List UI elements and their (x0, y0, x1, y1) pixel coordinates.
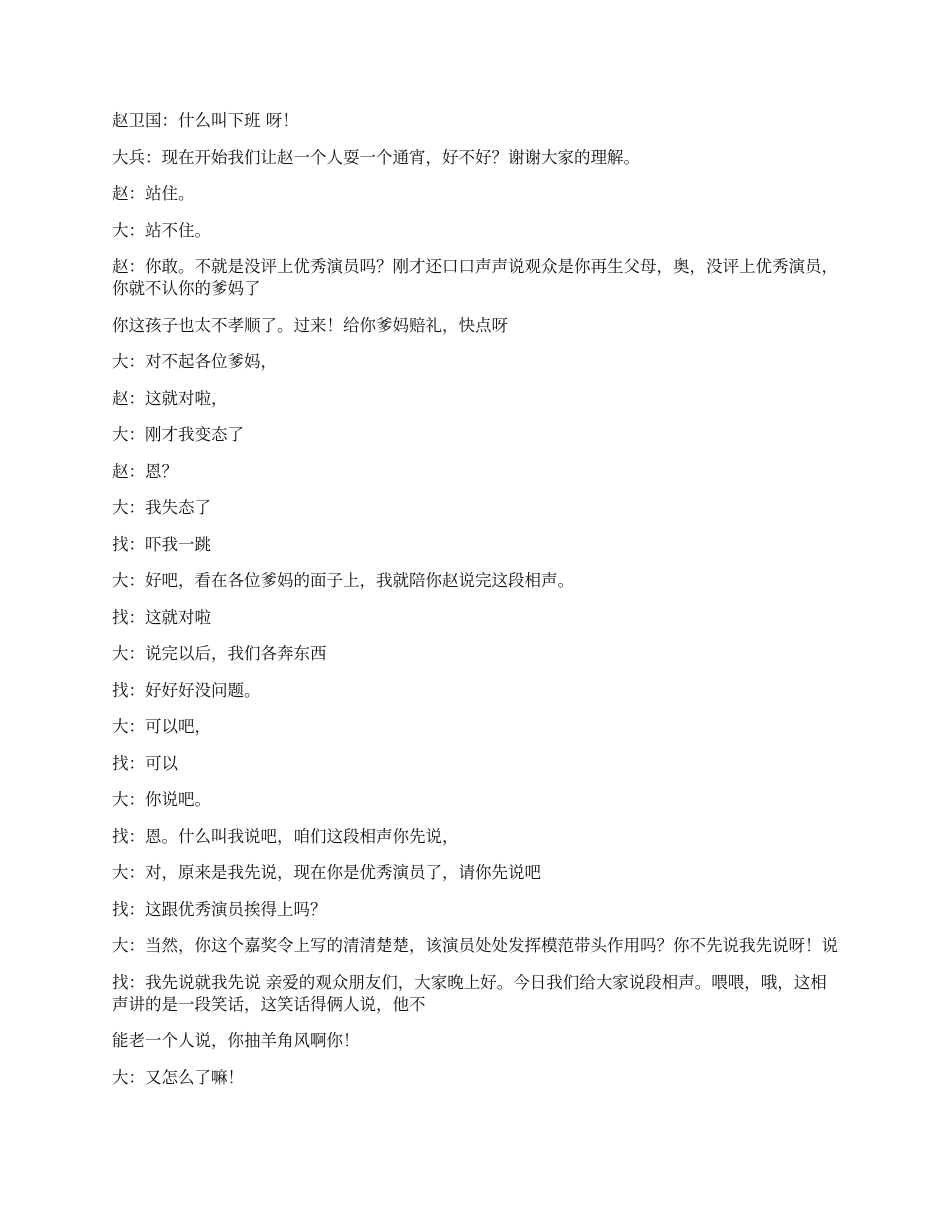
dialogue-line: 大兵：现在开始我们让赵一个人耍一个通宵，好不好？谢谢大家的理解。 (112, 147, 640, 167)
dialogue-line: 赵：你敢。不就是没评上优秀演员吗？刚才还口口声声说观众是你再生父母，奥，没评上优秀演员，你就不认你的爹妈了 (112, 257, 838, 298)
dialogue-line: 大：你说吧。 (112, 790, 211, 809)
dialogue-line: 赵：恩？ (112, 461, 178, 481)
dialogue-line: 找：这就对啦 (112, 607, 211, 627)
dialogue-line: 大：说完以后，我们各奔东西 (112, 644, 327, 663)
dialogue-line: 赵：这就对啦， (112, 388, 228, 408)
dialogue-line: 你这孩子也太不孝顺了。过来！给你爹妈赔礼，快点呀 (112, 315, 508, 335)
dialogue-line: 大：对不起各位爹妈， (112, 352, 277, 371)
dialogue-line: 大：当然，你这个嘉奖令上写的清清楚楚，该演员处处发挥模范带头作用吗？你不先说我先说呀！说 (112, 936, 838, 955)
dialogue-line: 找：这跟优秀演员挨得上吗？ (112, 899, 327, 919)
dialogue-line: 大：对，原来是我先说，现在你是优秀演员了，请你先说吧 (112, 863, 541, 882)
dialogue-line: 大：我失态了 (112, 498, 211, 517)
dialogue-line: 找：吓我一跳 (112, 534, 211, 554)
dialogue-line: 找：好好好没问题。 (112, 680, 261, 700)
dialogue-line: 找：可以 (112, 753, 178, 773)
dialogue-line: 大：可以吧， (112, 717, 211, 736)
dialogue-line: 能老一个人说，你抽羊角风啊你！ (112, 1031, 360, 1050)
dialogue-line: 找：我先说就我先说 亲爱的观众朋友们，大家晚上好。今日我们给大家说段相声。喂喂，哦，这相声讲的是一段笑话，这笑话得俩人说，他不 (112, 972, 827, 1014)
dialogue-line: 大：站不住。 (112, 220, 211, 240)
document-body (112, 110, 842, 1103)
dialogue-line: 赵：站住。 (112, 184, 195, 203)
dialogue-line: 赵卫国：什么叫下班 呀！ (112, 111, 299, 130)
dialogue-line: 大：刚才我变态了 (112, 425, 244, 444)
dialogue-line: 大：又怎么了嘛！ (112, 1067, 244, 1087)
dialogue-line: 找：恩。什么叫我说吧，咱们这段相声你先说， (112, 826, 459, 846)
dialogue-line: 大：好吧，看在各位爹妈的面子上，我就陪你赵说完这段相声。 (112, 571, 574, 590)
